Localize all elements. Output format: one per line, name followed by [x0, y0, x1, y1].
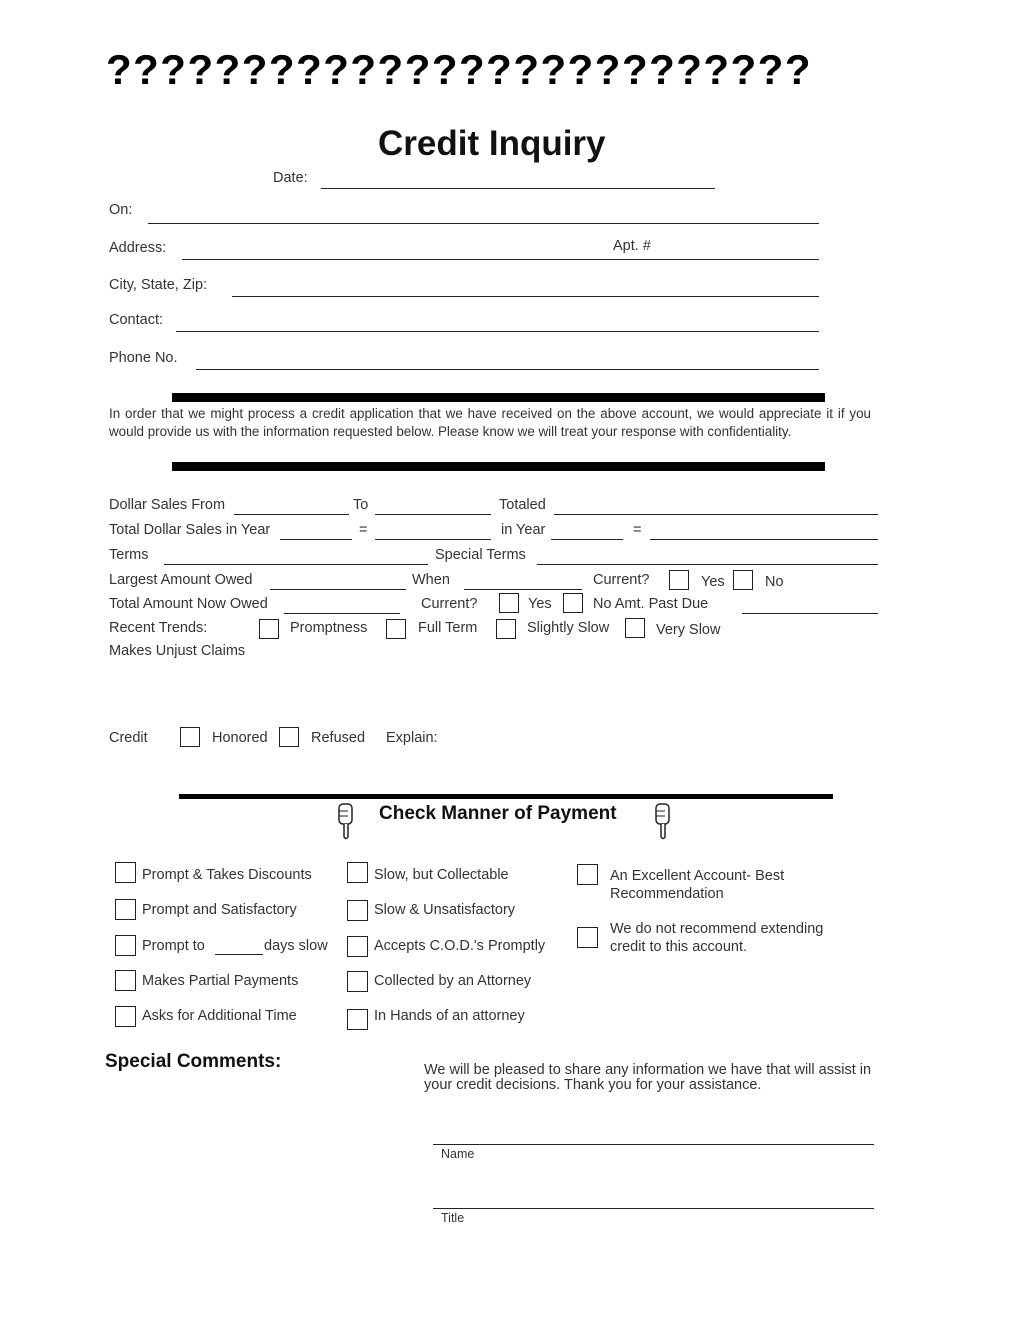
- yes-label-1: Yes: [701, 574, 725, 590]
- days-slow-label: days slow: [264, 938, 328, 954]
- intro-paragraph: In order that we might process a credit application that we have received on the above account, we would appreciate it if you would provide us with the information requested below. Please know we will treat your response with confidentiality.: [109, 406, 871, 439]
- full-term-checkbox[interactable]: [386, 619, 406, 639]
- totaled-field[interactable]: [554, 514, 878, 515]
- payment-checkbox[interactable]: [347, 900, 368, 921]
- special-comments-heading: Special Comments:: [105, 1051, 282, 1072]
- payment-divider: [179, 794, 833, 799]
- slightly-slow-checkbox[interactable]: [496, 619, 516, 639]
- current-yes-checkbox-2[interactable]: [499, 593, 519, 613]
- name-label: Name: [441, 1147, 475, 1161]
- terms-field[interactable]: [164, 564, 428, 565]
- payment-checkbox[interactable]: [347, 1009, 368, 1030]
- garbled-title: ??????????????????????????: [106, 46, 813, 93]
- address-label: Address:: [109, 240, 167, 256]
- dollar-sales-from-field[interactable]: [234, 514, 349, 515]
- very-slow-checkbox[interactable]: [625, 618, 645, 638]
- phone-field[interactable]: [196, 369, 819, 370]
- payment-option-label: Prompt to: [142, 938, 205, 954]
- equals-label-1: =: [359, 522, 368, 538]
- date-field[interactable]: [321, 188, 715, 189]
- divider-bar-top: [172, 393, 825, 402]
- contact-label: Contact:: [109, 312, 163, 328]
- date-label: Date:: [273, 170, 308, 186]
- payment-checkbox[interactable]: [115, 970, 136, 991]
- when-field[interactable]: [464, 589, 582, 590]
- promptness-checkbox[interactable]: [259, 619, 279, 639]
- past-due-amount-field[interactable]: [742, 613, 878, 614]
- current-no-checkbox-1[interactable]: [733, 570, 753, 590]
- full-term-label: Full Term: [418, 620, 478, 636]
- address-field[interactable]: [182, 259, 819, 260]
- total-dollar-sales-amount-field[interactable]: [375, 539, 491, 540]
- very-slow-label: Very Slow: [656, 622, 721, 638]
- explain-label: Explain:: [386, 730, 438, 746]
- phone-label: Phone No.: [109, 350, 178, 366]
- current-yes-checkbox-1[interactable]: [669, 570, 689, 590]
- total-dollar-sales-label: Total Dollar Sales in Year: [109, 522, 271, 538]
- payment-option-label: Collected by an Attorney: [374, 973, 532, 989]
- do-not-recommend-label: We do not recommend extending: [610, 921, 824, 937]
- payment-checkbox[interactable]: [347, 862, 368, 883]
- payment-checkbox[interactable]: [347, 936, 368, 957]
- in-year-amount-field[interactable]: [650, 539, 878, 540]
- no-amt-past-due-label: No Amt. Past Due: [593, 596, 709, 612]
- apt-label: Apt. #: [613, 238, 651, 254]
- special-terms-field[interactable]: [537, 564, 878, 565]
- payment-checkbox[interactable]: [115, 935, 136, 956]
- pointing-hand-icon: [335, 803, 357, 841]
- payment-option-label: Slow & Unsatisfactory: [374, 902, 516, 918]
- payment-option-label: Makes Partial Payments: [142, 973, 299, 989]
- when-label: When: [412, 572, 450, 588]
- current-label-1: Current?: [593, 572, 650, 588]
- page-title: Credit Inquiry: [378, 124, 606, 163]
- payment-option-label: Asks for Additional Time: [142, 1008, 297, 1024]
- excellent-account-label: An Excellent Account- Best: [610, 868, 785, 884]
- on-label: On:: [109, 202, 133, 218]
- recent-trends-label: Recent Trends:: [109, 620, 208, 636]
- in-year-field[interactable]: [551, 539, 623, 540]
- special-terms-label: Special Terms: [435, 547, 526, 563]
- payment-checkbox[interactable]: [115, 862, 136, 883]
- dollar-sales-from-label: Dollar Sales From: [109, 497, 226, 513]
- unjust-claims-label: Makes Unjust Claims: [109, 643, 246, 659]
- name-field[interactable]: [433, 1144, 874, 1145]
- refused-checkbox[interactable]: [279, 727, 299, 747]
- city-state-zip-field[interactable]: [232, 296, 819, 297]
- payment-checkbox[interactable]: [115, 1006, 136, 1027]
- divider-bar-bottom: [172, 462, 825, 471]
- payment-option-label: In Hands of an attorney: [374, 1008, 525, 1024]
- honored-label: Honored: [212, 730, 268, 746]
- assistance-note-line2: your credit decisions. Thank you for your assistance.: [424, 1077, 762, 1093]
- refused-label: Refused: [311, 730, 366, 746]
- largest-amount-label: Largest Amount Owed: [109, 572, 253, 588]
- credit-label: Credit: [109, 730, 148, 746]
- promptness-label: Promptness: [290, 620, 368, 636]
- pointing-hand-icon: [652, 803, 674, 841]
- equals-label-2: =: [633, 522, 642, 538]
- excellent-account-checkbox[interactable]: [577, 864, 598, 885]
- total-now-owed-field[interactable]: [284, 613, 400, 614]
- payment-checkbox[interactable]: [115, 899, 136, 920]
- in-year-label: in Year: [501, 522, 546, 538]
- contact-field[interactable]: [176, 331, 819, 332]
- payment-option-label: Prompt and Satisfactory: [142, 902, 297, 918]
- honored-checkbox[interactable]: [180, 727, 200, 747]
- payment-option-label: Prompt & Takes Discounts: [142, 867, 312, 883]
- dollar-sales-to-field[interactable]: [375, 514, 491, 515]
- terms-label: Terms: [109, 547, 149, 563]
- largest-amount-field[interactable]: [270, 589, 406, 590]
- slightly-slow-label: Slightly Slow: [527, 620, 610, 636]
- totaled-label: Totaled: [499, 497, 546, 513]
- assistance-note-line1: We will be pleased to share any information we have that will assist in: [424, 1062, 872, 1078]
- payment-option-label: Accepts C.O.D.'s Promptly: [374, 938, 546, 954]
- no-amt-past-due-checkbox[interactable]: [563, 593, 583, 613]
- days-slow-field[interactable]: [215, 954, 263, 955]
- to-label: To: [353, 497, 369, 513]
- total-dollar-sales-year-field[interactable]: [280, 539, 352, 540]
- payment-checkbox[interactable]: [347, 971, 368, 992]
- current-label-2: Current?: [421, 596, 478, 612]
- total-now-owed-label: Total Amount Now Owed: [109, 596, 268, 612]
- payment-heading: Check Manner of Payment: [379, 803, 617, 824]
- do-not-recommend-checkbox[interactable]: [577, 927, 598, 948]
- title-field[interactable]: [433, 1208, 874, 1209]
- city-state-zip-label: City, State, Zip:: [109, 277, 208, 293]
- title-label: Title: [441, 1211, 465, 1225]
- excellent-account-label-cont: Recommendation: [610, 886, 724, 902]
- yes-label-2: Yes: [528, 596, 552, 612]
- no-label-1: No: [765, 574, 784, 590]
- do-not-recommend-label-cont: credit to this account.: [610, 939, 748, 955]
- payment-option-label: Slow, but Collectable: [374, 867, 509, 883]
- on-field[interactable]: [148, 223, 819, 224]
